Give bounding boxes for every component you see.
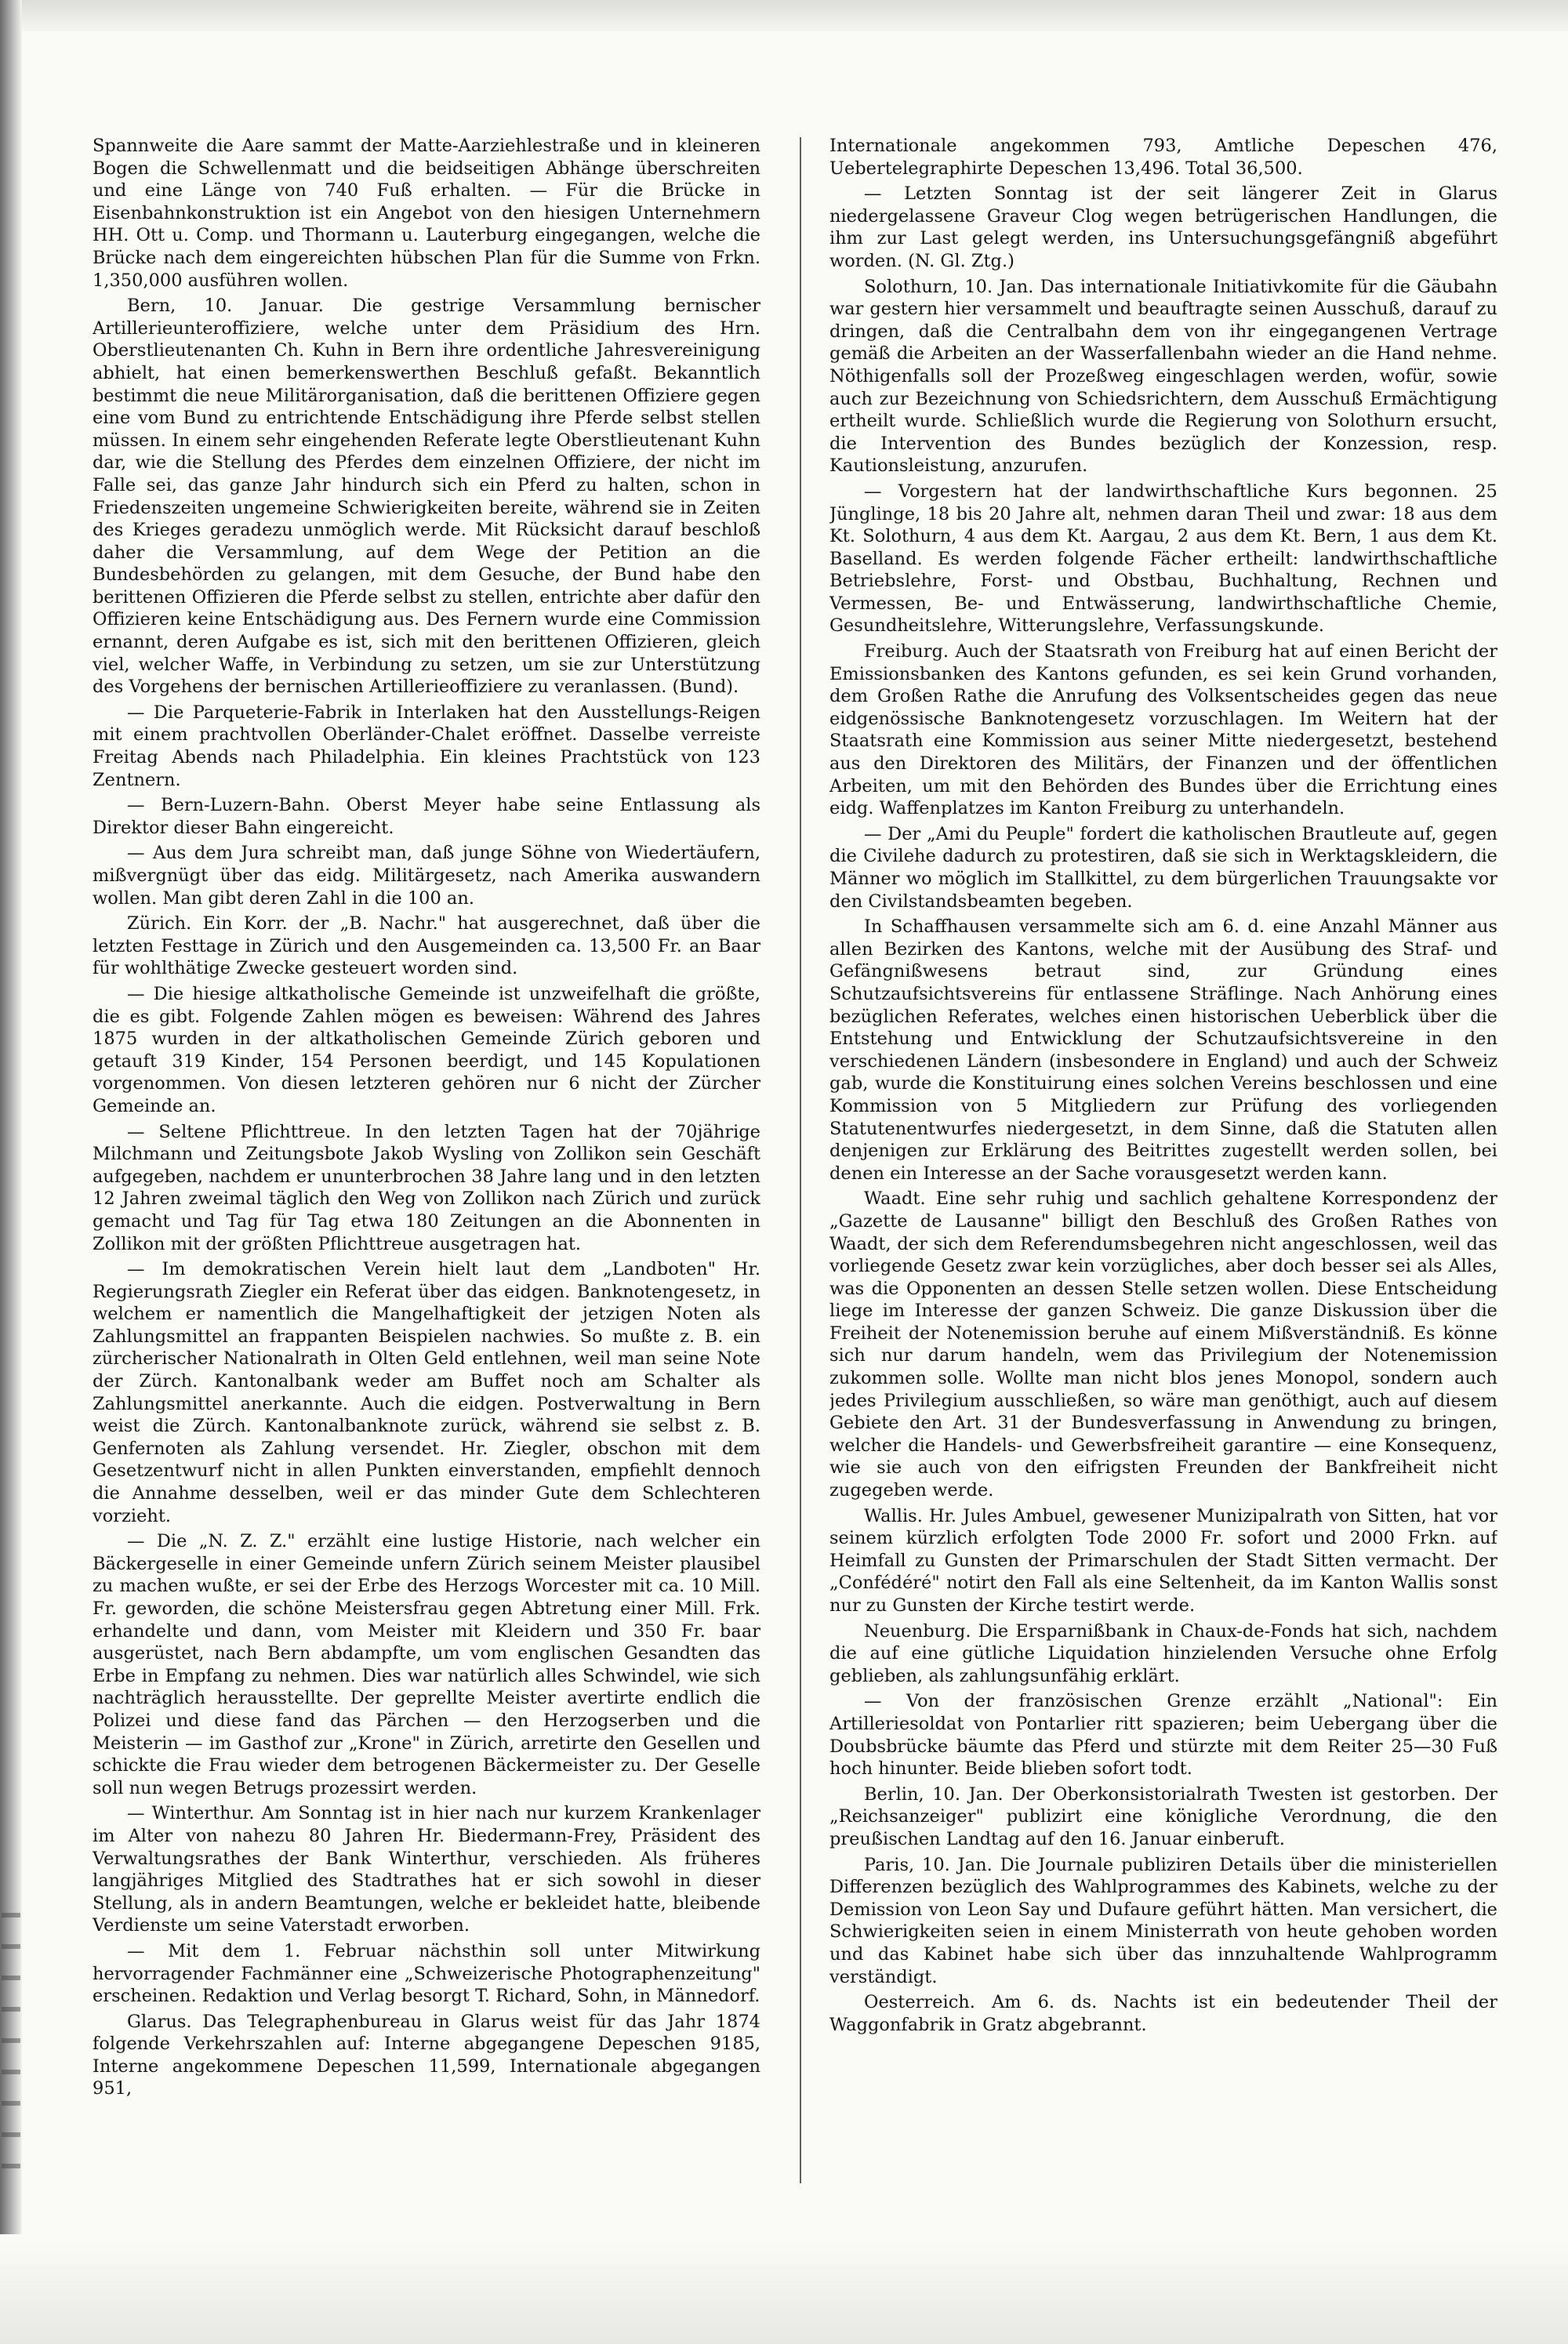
article-paragraph: — Vorgestern hat der landwirthschaftliche Kurs begonnen. 25 Jünglinge, 18 bis 20 Jahre alt, nehmen daran Theil und zwar: 18 aus dem Kt. Solothurn, 4 aus dem Kt. Aargau, 2 aus dem Kt. Bern, 1 aus dem Kt. Baselland. Es werden folgende Fächer ertheilt: landwirthschaftliche Betriebslehre, Forst- und Obstbau, Buchhaltung, Rechnen und Vermessen, Be- und Entwässerung, landwirthschaftliche Chemie, Gesundheitslehre, Witterungslehre, Verfassungskunde.: [829, 481, 1497, 637]
article-paragraph: — Die „N. Z. Z." erzählt eine lustige Historie, nach welcher ein Bäckergeselle in einer Gemeinde unfern Zürich seinem Meister plausibel zu machen wußte, er sei der Erbe des Herzogs Worcester mit ca. 10 Mill. Fr. geworden, die schöne Meistersfrau gegen Abtretung einer Mill. Frk. erhandelte und dann, vom Meister mit Kleidern und 350 Fr. baar ausgerüstet, nach Bern abdampfte, um vom englischen Gesandten das Erbe in Empfang zu nehmen. Dies war natürlich alles Schwindel, wie sich nachträglich herausstellte. Der geprellte Meister avertirte endlich die Polizei und diese fand das Pärchen — den Herzogserben und die Meisterin — im Gasthof zur „Krone" in Zürich, arretirte den Gesellen und schickte die Frau wieder dem betrogenen Bäckermeister zu. Der Geselle soll nun wegen Betrugs prozessirt werden.: [93, 1531, 760, 1798]
article-paragraph: — Aus dem Jura schreibt man, daß junge Söhne von Wiedertäufern, mißvergnügt über das eidg. Militärgesetz, nach Amerika auswandern wollen. Man gibt deren Zahl in die 100 an.: [93, 843, 760, 909]
article-paragraph: Neuenburg. Die Ersparnißbank in Chaux-de-Fonds hat sich, nachdem die auf eine gütliche Liquidation hinzielenden Versuche ohne Erfolg geblieben, als zahlungsunfähig erklärt.: [829, 1620, 1497, 1686]
article-paragraph: Glarus. Das Telegraphenbureau in Glarus weist für das Jahr 1874 folgende Verkehrszahlen auf: Interne abgegangene Depeschen 9185, Interne angekommene Depeschen 11,599, Internationale abgegangen 951,: [93, 2011, 760, 2099]
article-paragraph: — Die hiesige altkatholische Gemeinde ist unzweifelhaft die größte, die es gibt. Folgende Zahlen mögen es beweisen: Während des Jahres 1875 wurden in der altkatholischen Gemeinde Zürich geboren und getauft 319 Kinder, 154 Personen beerdigt, und 145 Kopulationen vorgenommen. Von diesen letzteren gehören nur 6 nicht der Zürcher Gemeinde an.: [93, 983, 760, 1116]
binding-marks: [2, 1913, 20, 2179]
article-paragraph: Wallis. Hr. Jules Ambuel, gewesener Munizipalrath von Sitten, hat vor seinem kürzlich erfolgten Tode 2000 Fr. sofort und 2000 Frkn. auf Heimfall zu Gunsten der Primarschulen der Stadt Sitten vermacht. Der „Confédéré" notirt den Fall als eine Seltenheit, da im Kanton Wallis sonst nur zu Gunsten der Kirche testirt werde.: [829, 1505, 1497, 1616]
article-paragraph: — Mit dem 1. Februar nächsthin soll unter Mitwirkung hervorragender Fachmänner eine „Schweizerische Photographenzeitung" erscheinen. Redaktion und Verlag besorgt T. Richard, Sohn, in Männedorf.: [93, 1940, 760, 2007]
article-paragraph: — Winterthur. Am Sonntag ist in hier nach nur kurzem Krankenlager im Alter von nahezu 80 Jahren Hr. Biedermann-Frey, Präsident des Verwaltungsrathes der Bank Winterthur, verschieden. Als früheres langjähriges Mitglied des Stadtrathes hat er sich sowohl in dieser Stellung, als in andern Beamtungen, welche er bekleidet hatte, bleibende Verdienste um seine Vaterstadt erworben.: [93, 1803, 760, 1936]
column-rule: [800, 137, 801, 2183]
article-paragraph: — Von der französischen Grenze erzählt „National": Ein Artilleriesoldat von Pontarlier ritt spazieren; beim Uebergang über die Doubsbrücke bäumte das Pferd und stürzte mit dem Reiter 25—30 Fuß hoch hinunter. Beide blieben sofort todt.: [829, 1691, 1497, 1780]
article-paragraph: Zürich. Ein Korr. der „B. Nachr." hat ausgerechnet, daß über die letzten Festtage in Zürich und den Ausgemeinden ca. 13,500 Fr. an Baar für wohlthätige Zwecke gesteuert worden sind.: [93, 913, 760, 979]
article-paragraph: In Schaffhausen versammelte sich am 6. d. eine Anzahl Männer aus allen Bezirken des Kantons, welche mit der Ausübung des Straf- und Gefängnißwesens betraut sind, zur Gründung eines Schutzaufsichtsvereins für entlassene Sträflinge. Nach Anhörung eines bezüglichen Referates, welches einen historischen Ueberblick über die Entstehung und Entwicklung der Schutzaufsichtsvereine in den verschiedenen Ländern (insbesondere in England) und auch der Schweiz gab, wurde die Konstituirung eines solchen Vereins beschlossen und eine Kommission von 5 Mitgliedern zur Prüfung des vorliegenden Statutenentwurfes niedergesetzt, in dem Sinne, daß die Statuten allen denjenigen zur Erklärung des Beitrittes zugestellt werden sollen, bei denen ein Interesse an der Sache vorausgesetzt werden kann.: [829, 916, 1497, 1184]
article-paragraph: Waadt. Eine sehr ruhig und sachlich gehaltene Korrespondenz der „Gazette de Lausanne" billigt den Beschluß des Großen Rathes von Waadt, der sich dem Referendumsbegehren nicht angeschlossen, weil das vorliegende Gesetz zwar kein vorzügliches, aber doch besser sei als Alles, was die Opponenten an dessen Stelle setzen wollen. Diese Entscheidung liege im Interesse der ganzen Schweiz. Die ganze Diskussion über die Freiheit der Notenemission beruhe auf einem Mißverständniß. Es könne sich nur darum handeln, wem das Privilegium der Notenemission zukommen solle. Wollte man nicht blos jenes Monopol, sondern auch jedes Privilegium ausschließen, so wäre man genöthigt, auch auf diesem Gebiete den Art. 31 der Bundesverfassung in Anwendung zu bringen, welcher die Handels- und Gewerbsfreiheit garantire — eine Konsequenz, wie sie auch von den eifrigsten Freunden der Bankfreiheit nicht zugegeben werde.: [829, 1188, 1497, 1501]
article-paragraph: Solothurn, 10. Jan. Das internationale Initiativkomite für die Gäubahn war gestern hier versammelt und beauftragte seinen Ausschuß, darauf zu dringen, daß die Centralbahn dem von ihr eingegangenen Vertrage gemäß die Arbeiten an der Wasserfallenbahn wieder an die Hand nehme. Nöthigenfalls soll der Prozeßweg eingeschlagen werden, wofür, sowie auch zur Bezeichnung von Schiedsrichtern, dem Ausschuß Ermächtigung ertheilt wurde. Schließlich wurde die Regierung von Solothurn ersucht, die Intervention des Bundes bezüglich der Konzession, resp. Kautionsleistung, anzurufen.: [829, 276, 1497, 477]
article-paragraph: Berlin, 10. Jan. Der Oberkonsistorialrath Twesten ist gestorben. Der „Reichsanzeiger" publizirt eine königliche Verordnung, die den preußischen Landtag auf den 16. Januar einberuft.: [829, 1783, 1497, 1849]
article-paragraph: — Im demokratischen Verein hielt laut dem „Landboten" Hr. Regierungsrath Ziegler ein Referat über das eidgen. Banknotengesetz, in welchem er namentlich die Mangelhaftigkeit der jetzigen Noten als Zahlungsmittel an frappanten Beispielen nachwies. So mußte z. B. ein zürcherischer Nationalrath in Olten Geld entlehnen, weil man seine Note der Zürch. Kantonalbank weder am Buffet noch am Schalter als Zahlungsmittel anerkannte. Auch die eidgen. Postverwaltung in Bern weist die Zürch. Kantonalbanknote zurück, während sie selbst z. B. Genfernoten als Zahlung versendet. Hr. Ziegler, obschon mit dem Gesetzentwurf nicht in allen Punkten einverstanden, empfiehlt dennoch die Annahme desselben, weil er das minder Gute dem Schlechteren vorzieht.: [93, 1259, 760, 1526]
article-paragraph: Bern, 10. Januar. Die gestrige Versammlung bernischer Artillerieunteroffiziere, welche unter dem Präsidium des Hrn. Oberstlieutenanten Ch. Kuhn in Bern ihre ordentliche Jahresvereinigung abhielt, hat einen bemerkenswerthen Beschluß gefaßt. Bekanntlich bestimmt die neue Militärorganisation, daß die berittenen Offiziere gegen eine vom Bund zu entrichtende Entschädigung ihre Pferde selbst stellen müssen. In einem sehr eingehenden Referate legte Oberstlieutenant Kuhn dar, wie die Stellung des Pferdes dem einzelnen Offiziere, der nicht im Falle sei, das ganze Jahr hindurch sich ein Pferd zu halten, schon in Friedenszeiten ungemeine Schwierigkeiten bereite, während sie in Zeiten des Krieges geradezu unmöglich werde. Mit Rücksicht darauf beschloß daher die Versammlung, auf dem Wege der Petition an die Bundesbehörden zu gelangen, mit dem Gesuche, der Bund habe den berittenen Offizieren die Pferde selbst zu stellen, entrichte aber dafür den Offizieren keine Entschädigung aus. Des Fernern wurde eine Commission ernannt, deren Aufgabe es ist, sich mit den berittenen Offizieren, gleich viel, welcher Waffe, in Verbindung zu setzen, um sie zur Unterstützung des Vorgehens der bernischen Artillerieoffiziere zu veranlassen. (Bund).: [93, 296, 760, 698]
left-column: [93, 135, 760, 2212]
article-paragraph: — Die Parqueterie-Fabrik in Interlaken hat den Ausstellungs-Reigen mit einem prachtvollen Oberländer-Chalet eröffnet. Dasselbe verreiste Freitag Abends nach Philadelphia. Ein kleines Prachtstück von 123 Zentnern.: [93, 702, 760, 790]
article-paragraph: — Letzten Sonntag ist der seit längerer Zeit in Glarus niedergelassene Graveur Clog wegen betrügerischen Handlungen, die ihm zur Last gelegt werden, ins Untersuchungsgefängniß abgeführt worden. (N. Gl. Ztg.): [829, 183, 1497, 271]
article-paragraph: Paris, 10. Jan. Die Journale publiziren Details über die ministeriellen Differenzen bezüglich des Wahlprogrammes des Kabinets, welche zu der Demission von Leon Say und Dufaure geführt hätten. Man versichert, die Schwierigkeiten seien in einem Ministerrath von heute gehoben worden und das Kabinet habe sich über das innzuhaltende Wahlprogramm verständigt.: [829, 1854, 1497, 1987]
article-paragraph: Spannweite die Aare sammt der Matte-Aarziehlestraße und in kleineren Bogen die Schwellenmatt und die beidseitigen Abhänge überschreiten und eine Länge von 740 Fuß erhalten. — Für die Brücke in Eisenbahnkonstruktion ist ein Angebot von den hiesigen Unternehmern HH. Ott u. Comp. und Thormann u. Lauterburg eingegangen, welche die Brücke nach dem eingereichten hübschen Plan für die Summe von Frkn. 1,350,000 ausführen wollen.: [93, 136, 760, 291]
article-paragraph: Internationale angekommen 793, Amtliche Depeschen 476, Uebertelegraphirte Depeschen 13,496. Total 36,500.: [829, 136, 1497, 179]
page-top-edge: [0, 0, 1568, 31]
article-paragraph: Freiburg. Auch der Staatsrath von Freiburg hat auf einen Bericht der Emissionsbanken des Kantons gefunden, es sei kein Grund vorhanden, dem Großen Rathe die Anrufung des Volksentscheides gegen das neue eidgenössische Banknotengesetz vorzuschlagen. Im Weitern hat der Staatsrath eine Kommission aus seiner Mitte niedergesetzt, bestehend aus den Direktoren des Militärs, der Finanzen und der öffentlichen Arbeiten, um mit den Behörden des Bundes über die Errichtung eines eidg. Waffenplatzes im Kanton Freiburg zu unterhandeln.: [829, 641, 1497, 819]
article-paragraph: — Der „Ami du Peuple" fordert die katholischen Brautleute auf, gegen die Civilehe dadurch zu protestiren, daß sie sich in Werktagskleidern, die Männer wo möglich im Stallkittel, zu dem bürgerlichen Trauungsakte vor den Civilstandsbeamten begeben.: [829, 823, 1497, 912]
article-paragraph: — Seltene Pflichttreue. In den letzten Tagen hat der 70jährige Milchmann und Zeitungsbote Jakob Wysling von Zollikon sein Geschäft aufgegeben, nachdem er ununterbrochen 38 Jahre lang und in den letzten 12 Jahren zweimal täglich den Weg von Zollikon nach Zürich und zurück gemacht und Tag für Tag etwa 180 Zeitungen an die Abonnenten in Zollikon mit der größten Pflichttreue ausgetragen hat.: [93, 1121, 760, 1254]
article-paragraph: Oesterreich. Am 6. ds. Nachts ist ein bedeutender Theil der Waggonfabrik in Gratz abgebrannt.: [829, 1992, 1497, 2035]
right-column: [829, 135, 1497, 2212]
page-bottom-edge: [0, 2234, 1568, 2344]
article-paragraph: — Bern-Luzern-Bahn. Oberst Meyer habe seine Entlassung als Direktor dieser Bahn eingereicht.: [93, 795, 760, 838]
